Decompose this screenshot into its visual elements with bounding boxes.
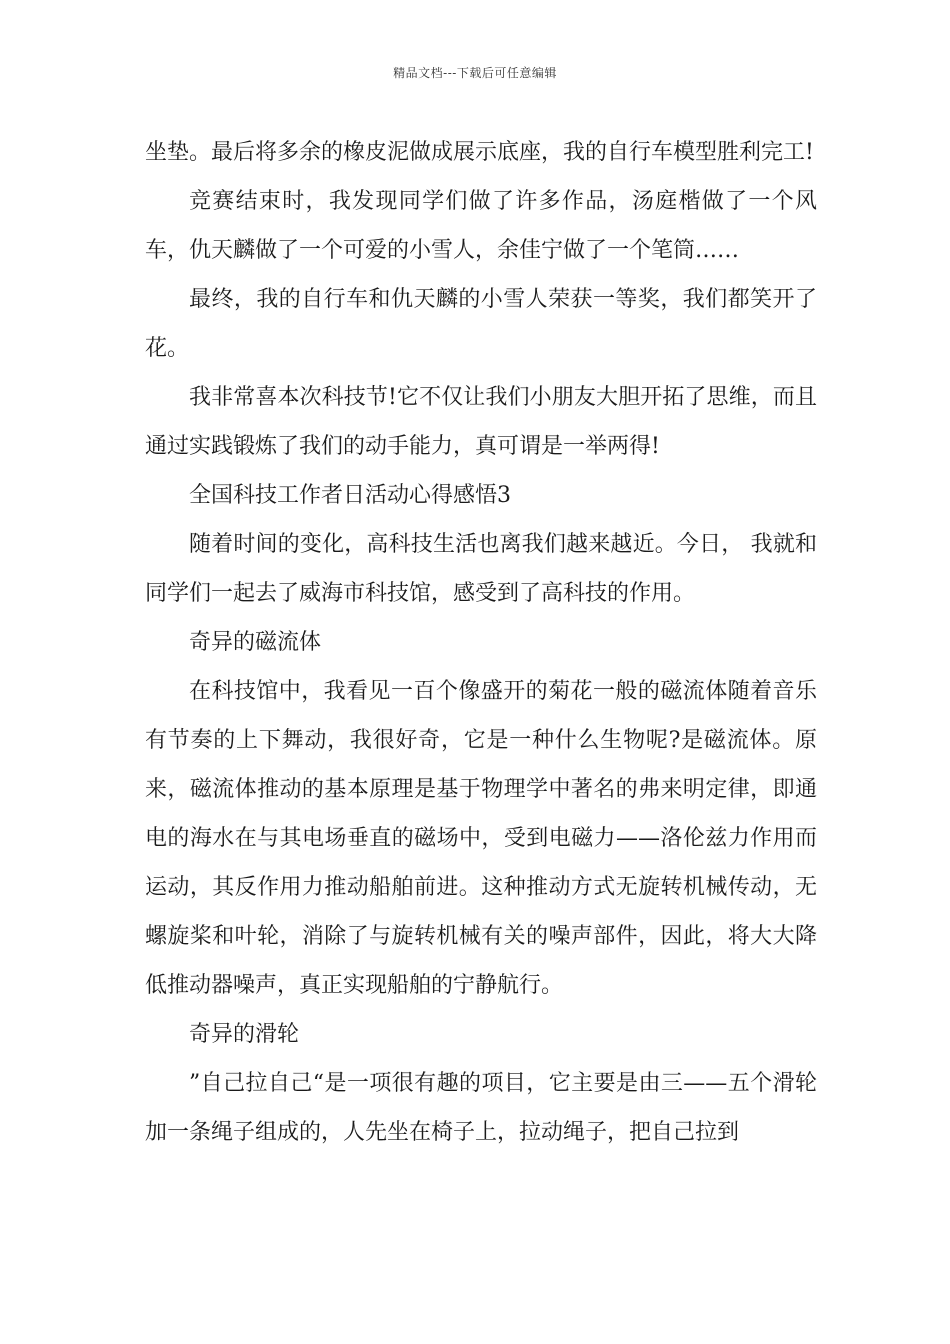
paragraph-science-festival: 我非常喜本次科技节!它不仅让我们小朋友大胆开拓了思维，而且通过实践锻炼了我们的动手能力，真可谓是一举两得! xyxy=(145,385,817,459)
paragraph-award: 最终，我的自行车和仇天麟的小雪人荣获一等奖，我们都笑开了花。 xyxy=(145,287,817,361)
paragraph-museum-visit: 随着时间的变化，高科技生活也离我们越来越近。今日， 我就和同学们一起去了威海市科技馆，感受到了高科技的作用。 xyxy=(145,532,817,606)
subheading-pulley: 奇异的滑轮 xyxy=(189,1022,300,1047)
paragraph-pulley: ”自己拉自己“是一项很有趣的项目，它主要是由三——五个滑轮加一条绳子组成的，人先坐在椅子上，拉动绳子，把自己拉到 xyxy=(145,1071,817,1145)
paragraph-magnetic-fluid: 在科技馆中，我看见一百个像盛开的菊花一般的磁流体随着音乐有节奏的上下舞动，我很好奇，它是一种什么生物呢?是磁流体。原来，磁流体推动的基本原理是基于物理学中著名的弗来明定律，即通电的海水在与其电场垂直的磁场中，受到电磁力——洛伦兹力作用而运动，其反作用力推动船舶前进。这种推动方式无旋转机械传动，无螺旋桨和叶轮，消除了与旋转机械有关的噪声部件，因此，将大大降低推动器噪声，真正实现船舶的宁静航行。 xyxy=(145,679,817,998)
subheading-magnetic-fluid: 奇异的磁流体 xyxy=(189,630,322,655)
document-body xyxy=(145,128,817,1157)
paragraph-bicycle-finish: 坐垫。最后将多余的橡皮泥做成展示底座，我的自行车模型胜利完工! xyxy=(145,140,814,165)
page-header: 精品文档---下载后可任意编辑 xyxy=(393,66,557,80)
section-heading-3: 全国科技工作者日活动心得感悟3 xyxy=(189,483,511,508)
paragraph-competition-works: 竞赛结束时，我发现同学们做了许多作品，汤庭楷做了一个风车，仇天麟做了一个可爱的小雪人，余佳宁做了一个笔筒…… xyxy=(145,189,817,263)
